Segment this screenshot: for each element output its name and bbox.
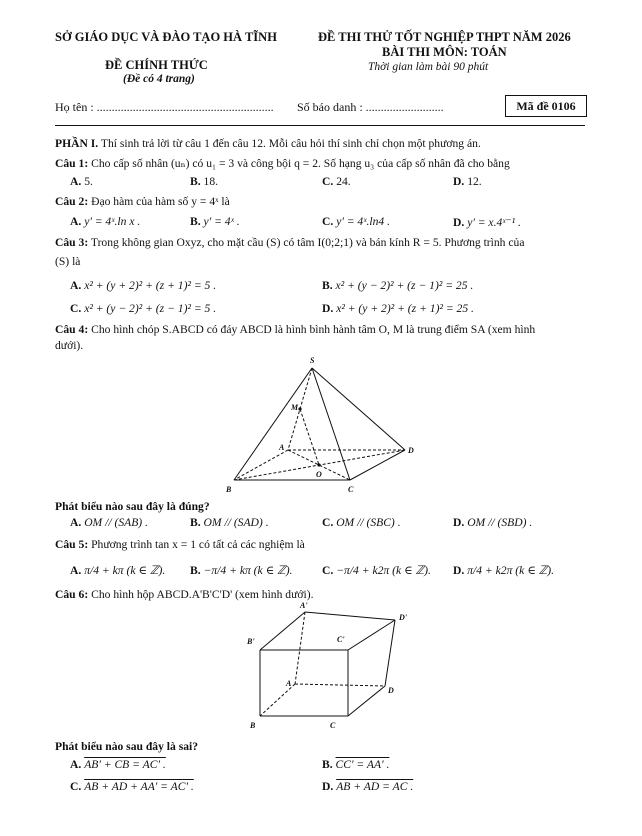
question-text: Phương trình tan x = 1 có tất cả các nghiệm là: [91, 538, 305, 551]
exam-code: Mã đề 0106: [516, 98, 576, 113]
part1-label: PHẦN I.: [55, 137, 99, 150]
official-label: ĐỀ CHÍNH THỨC: [105, 58, 208, 72]
department-name: SỞ GIÁO DỤC VÀ ĐÀO TẠO HÀ TĨNH: [55, 30, 277, 44]
exam-code-box: [505, 95, 587, 117]
header-divider: [55, 125, 585, 126]
question-text: Đạo hàm của hàm số y = 4ˣ là: [91, 195, 230, 208]
q6-option-d[interactable]: D. AB + AD = AC .: [322, 780, 414, 793]
question-text: Trong không gian Oxyz, cho mặt cầu (S) có tâm I(0;2;1) và bán kính R = 5. Phương trình của: [90, 236, 525, 249]
question-3-continued: (S) là: [55, 255, 81, 268]
point-label-a: A: [286, 679, 292, 688]
point-label-d: D: [388, 686, 394, 695]
point-label-b: B: [250, 721, 256, 730]
point-label-d: D: [408, 446, 414, 455]
q3-option-d[interactable]: D. x² + (y + 2)² + (z + 1)² = 25 .: [322, 302, 474, 315]
point-label-c: C: [330, 721, 336, 730]
q6-option-b[interactable]: B. CC' = AA' .: [322, 758, 390, 771]
q1-option-a[interactable]: A. 5.: [70, 175, 93, 188]
q4-option-c[interactable]: C. OM // (SBC) .: [322, 516, 401, 529]
q5-option-c[interactable]: C. −π/4 + k2π (k ∈ ℤ).: [322, 564, 431, 577]
q1-option-c[interactable]: C. 24.: [322, 175, 351, 188]
question-5: [55, 538, 305, 551]
q3-option-a[interactable]: A. x² + (y + 2)² + (z + 1)² = 5 .: [70, 279, 217, 292]
question-6-prompt: Phát biểu nào sau đây là sai?: [55, 740, 199, 753]
q4-option-b[interactable]: B. OM // (SAD) .: [190, 516, 269, 529]
box-figure: [238, 598, 428, 736]
question-4-continued: dưới).: [55, 339, 84, 352]
q5-option-a[interactable]: A. π/4 + kπ (k ∈ ℤ).: [70, 564, 166, 577]
point-label-c: C: [348, 485, 354, 494]
q1-option-d[interactable]: D. 12.: [453, 175, 482, 188]
point-label-s: S: [310, 356, 315, 365]
q5-option-d[interactable]: D. π/4 + k2π (k ∈ ℤ).: [453, 564, 555, 577]
question-label: Câu 1:: [55, 157, 89, 170]
q1-option-b[interactable]: B. 18.: [190, 175, 219, 188]
question-label: Câu 6:: [55, 588, 89, 601]
q6-option-a[interactable]: A. AB' + CB = AC' .: [70, 758, 166, 771]
subject-label: BÀI THI MÔN: TOÁN: [382, 45, 507, 59]
question-text: Cho hình hộp ABCD.A'B'C'D' (xem hình dưới).: [91, 588, 314, 601]
page-count: (Đề có 4 trang): [123, 73, 195, 85]
question-text: Cho cấp số nhân (uₙ) có u₁ = 3 và công bội q = 2. Số hạng u₃ của cấp số nhân đã cho bằng: [91, 157, 510, 170]
point-label-c-prime: C': [337, 635, 345, 644]
q3-option-b[interactable]: B. x² + (y − 2)² + (z − 1)² = 25 .: [322, 279, 474, 292]
q2-option-a[interactable]: A. y' = 4ˣ.ln x .: [70, 215, 141, 228]
q4-option-d[interactable]: D. OM // (SBD) .: [453, 516, 533, 529]
question-1: [55, 156, 510, 170]
question-4: [55, 323, 535, 336]
exam-title: ĐỀ THI THỬ TỐT NGHIỆP THPT NĂM 2026: [318, 30, 571, 44]
part1-instruction: [55, 137, 481, 150]
q4-option-a[interactable]: A. OM // (SAB) .: [70, 516, 148, 529]
question-label: Câu 4:: [55, 323, 89, 336]
point-label-b-prime: B': [247, 637, 255, 646]
question-2: [55, 195, 230, 208]
question-label: Câu 3:: [55, 236, 89, 249]
q2-option-d[interactable]: D. y' = x.4ˣ⁻¹ .: [453, 216, 521, 229]
point-label-a: A: [279, 443, 285, 452]
q2-option-c[interactable]: C. y' = 4ˣ.ln4 .: [322, 215, 391, 228]
point-label-a-prime: A': [300, 601, 308, 610]
pyramid-figure: [222, 352, 417, 494]
question-text: Cho hình chóp S.ABCD có đáy ABCD là hình bình hành tâm O, M là trung điểm SA (xem hình: [91, 323, 536, 336]
name-field[interactable]: Họ tên : ...........................................................: [55, 100, 274, 114]
point-label-d-prime: D': [399, 613, 407, 622]
point-label-m: M: [291, 403, 299, 412]
time-label: Thời gian làm bài 90 phút: [368, 61, 489, 73]
point-label-b: B: [226, 485, 232, 494]
q5-option-b[interactable]: B. −π/4 + kπ (k ∈ ℤ).: [190, 564, 293, 577]
point-label-o: O: [316, 470, 322, 479]
q6-option-c[interactable]: C. AB + AD + AA' = AC' .: [70, 780, 194, 793]
q3-option-c[interactable]: C. x² + (y − 2)² + (z − 1)² = 5 .: [70, 302, 217, 315]
candidate-id-field[interactable]: Số báo danh : ..........................: [297, 100, 444, 114]
question-label: Câu 2:: [55, 195, 89, 208]
question-3: [55, 236, 524, 249]
question-label: Câu 5:: [55, 538, 89, 551]
q2-option-b[interactable]: B. y' = 4ˣ .: [190, 215, 240, 228]
part1-text: Thí sinh trả lời từ câu 1 đến câu 12. Mỗi câu hỏi thí sinh chỉ chọn một phương án.: [100, 137, 481, 150]
question-4-prompt: Phát biểu nào sau đây là đúng?: [55, 500, 210, 513]
